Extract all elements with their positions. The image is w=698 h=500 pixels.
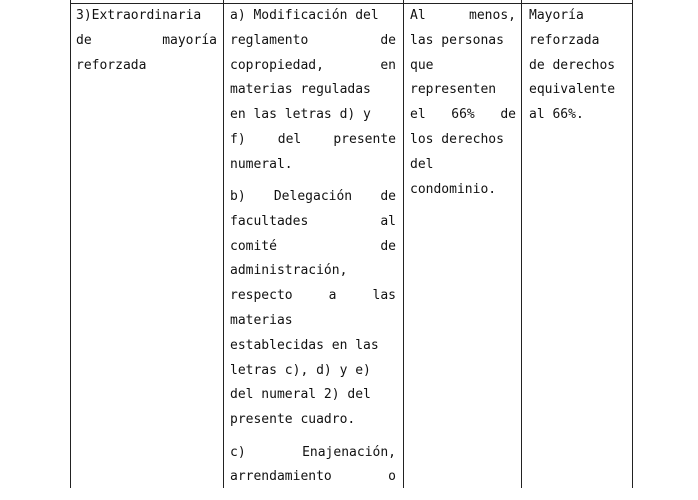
- table-border-right: [632, 0, 633, 488]
- matter-b-line: del numeral 2) del: [230, 387, 371, 403]
- quorum-line: las personas: [410, 32, 504, 48]
- cell-assembly-type: [76, 4, 217, 78]
- type-line-2: [76, 29, 217, 54]
- type-line-3: reforzada: [76, 57, 147, 73]
- quorum-line: condominio.: [410, 181, 497, 197]
- majority-line: Mayoría: [529, 8, 584, 23]
- type-line-1: 3)Extraordinaria: [76, 8, 202, 23]
- quorum-line: el 66% de: [410, 107, 516, 123]
- table-border-col2: [223, 0, 224, 488]
- table-border-left: [70, 0, 71, 488]
- matter-b-line: establecidas en las: [230, 337, 379, 353]
- majority-line: reforzada: [529, 32, 600, 48]
- majority-line: equivalente: [529, 82, 616, 98]
- matter-a-line: materias reguladas: [230, 82, 371, 98]
- majority-line: al 66%.: [529, 107, 584, 123]
- type-word-de: de: [76, 32, 92, 48]
- matter-b-line: comité de: [230, 238, 396, 254]
- matter-b-line: administración,: [230, 263, 348, 279]
- cell-quorum: [410, 4, 516, 202]
- matter-c-line: c) Enajenación,: [230, 444, 396, 460]
- quorum-line: que: [410, 57, 434, 73]
- majority-line: de derechos: [529, 57, 616, 73]
- matter-b: [230, 185, 396, 433]
- matter-b-line: respecto a las: [230, 288, 396, 304]
- matter-a-line: f) del presente: [230, 131, 396, 147]
- matter-a-line: copropiedad, en: [230, 57, 396, 73]
- matter-b-line: materias: [230, 313, 293, 329]
- matter-a: [230, 4, 396, 178]
- matter-c: [230, 441, 396, 491]
- matter-b-line: presente cuadro.: [230, 412, 356, 428]
- table-border-col3: [403, 0, 404, 488]
- type-line-2-justified: [76, 29, 217, 54]
- table-border-col4: [521, 0, 522, 488]
- cell-majority: [529, 4, 629, 128]
- quorum-line: los derechos: [410, 131, 504, 147]
- matter-b-line: facultades al: [230, 213, 396, 229]
- matter-a-line: numeral.: [230, 156, 293, 172]
- quorum-line: Al menos,: [410, 8, 516, 23]
- matter-b-line: letras c), d) y e): [230, 362, 371, 378]
- matter-b-line: b) Delegación de: [230, 189, 396, 205]
- matter-a-line: reglamento de: [230, 32, 396, 48]
- matter-a-line: a) Modificación del: [230, 8, 379, 23]
- quorum-line: representen: [410, 82, 497, 98]
- cell-matters: [230, 4, 396, 490]
- quorum-line: del: [410, 156, 434, 172]
- type-word-mayoria: mayoría: [162, 32, 217, 48]
- matter-a-line: en las letras d) y: [230, 107, 371, 123]
- matter-c-line: arrendamiento o: [230, 469, 396, 485]
